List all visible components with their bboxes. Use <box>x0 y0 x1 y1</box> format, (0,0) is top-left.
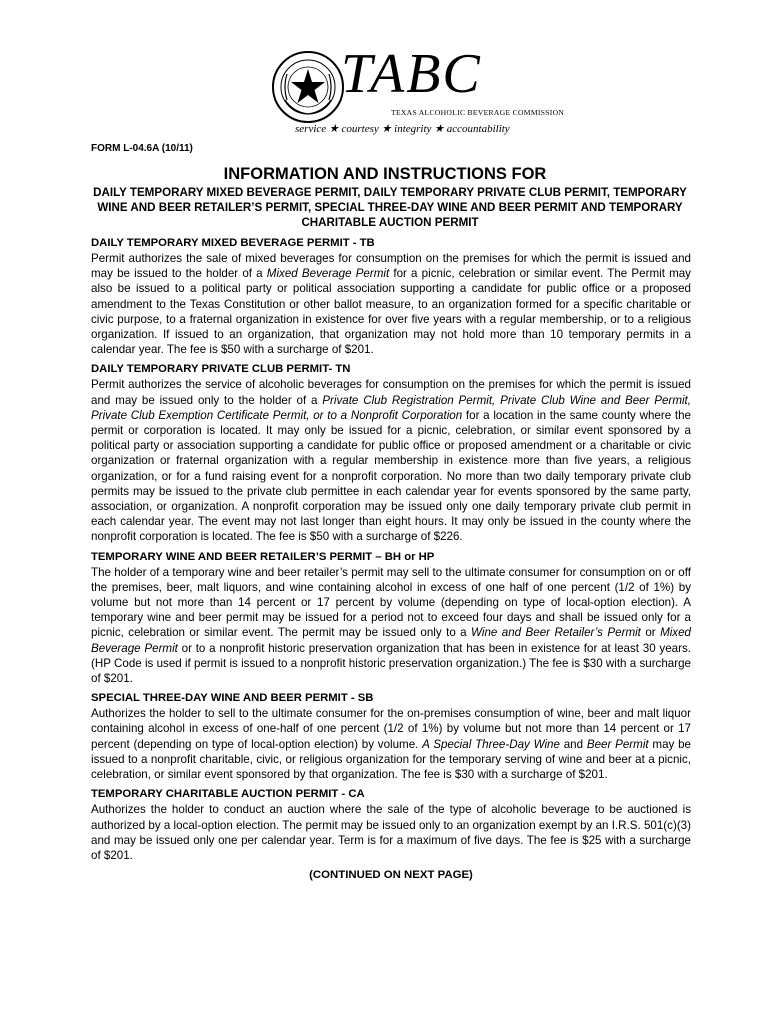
section-ca <box>91 787 691 863</box>
section-heading: TEMPORARY WINE AND BEER RETAILER’S PERMIT – BH or HP <box>91 550 435 563</box>
document-title: INFORMATION AND INSTRUCTIONS FOR <box>223 165 547 183</box>
section-sb <box>91 691 691 782</box>
section-heading: TEMPORARY CHARITABLE AUCTION PERMIT - CA <box>91 788 365 801</box>
agency-name: TEXAS ALCOHOLIC BEVERAGE COMMISSION <box>391 108 565 117</box>
section-text: Authorizes the holder to sell to the ultimate consumer for the on-premises consumption of wine, beer and malt liquor containing alcohol in excess of one-half of one percent (1/2 of 1%) by volume but not more than 14 percent or 17 percent (depending on type of local-option election) by volume. A Special Three-Day Wine and Beer Permit may be issued to a nonprofit charitable, civic, or religious organization for the temporary serving of wine and beer at a picnic, celebration, or similar event sponsored by that organization. The fee is $30 with a surcharge of $201. <box>91 707 691 782</box>
section-text: Permit authorizes the sale of mixed beverages for consumption on the premises for which the permit is issued and may be issued to the holder of a Mixed Beverage Permit for a picnic, celebration or similar event. The Permit may also be issued to a political party or political association supporting a candidate for public office or a proposed amendment to the Texas Constitution or other ballot measure, to an organization formed for a specific charitable or civic purpose, to a fraternal organization in existence for over five years with a regular membership, or to a religious organization. If issued to an organization, that organization may not hold more than 10 temporary permits in a calendar year. The fee is $50 with a surcharge of $201. <box>91 252 691 357</box>
agency-motto: service ★ courtesy ★ integrity ★ accountability <box>295 123 510 135</box>
section-text: The holder of a temporary wine and beer retailer’s permit may sell to the ultimate consumer for consumption on or off the premises, beer, malt liquors, and wine containing alcohol in excess of one half of one percent (1/2 of 1%) by volume but not more than 14 percent or 17 percent by volume (depending on type of local-option election). A temporary wine and beer permit may be issued for a period not to exceed four days and shall be issued only for a picnic, celebration or similar event. The permit may be issued only to a Wine and Beer Retailer’s Permit or Mixed Beverage Permit or to a nonprofit historic preservation organization that has been in existence for at least 30 years. (HP Code is used if permit is issued to a nonprofit historic preservation organization.) The fee is $30 with a surcharge of $201. <box>91 565 691 686</box>
section-tb <box>91 236 691 357</box>
section-tn <box>91 362 691 544</box>
section-bh <box>91 550 691 687</box>
document-subtitle: DAILY TEMPORARY MIXED BEVERAGE PERMIT, DAILY TEMPORARY PRIVATE CLUB PERMIT, TEMPORARY WINE AND BEER RETAILER’S PERMIT, SPECIAL THREE-DAY WINE AND BEER PERMIT AND TEMPORARY CHARITABLE AUCTION PERMIT <box>93 186 687 229</box>
tabc-monogram: TABC <box>341 43 482 105</box>
state-seal-icon <box>271 50 345 124</box>
tabc-logo <box>271 43 565 142</box>
section-heading: DAILY TEMPORARY PRIVATE CLUB PERMIT- TN <box>91 363 351 376</box>
section-text: Permit authorizes the service of alcoholic beverages for consumption on the premises for which the permit is issued and may be issued only to the holder of a Private Club Registration Permit, Private Club Wine and Beer Permit, Private Club Exemption Certificate Permit, or to a Nonprofit Corporation for a location in the same county where the permit or corporation is located. It may only be issued for a picnic, celebration, or similar event sponsored by a political party or association supporting a candidate for public office or proposed amendment or a charitable or civic organization or fraternal organization with a regular membership in existence more than five years, a religious organization, or for a fund raising event for a nonprofit corporation. No more than two daily temporary private club permits may be issued to the private club permittee in each calendar year for events sponsored by the same party, association, or organization. A nonprofit corporation may be issued only one daily temporary private club permit in each calendar year. The event may not last longer than eight hours. It may only be issued in the county where the nonprofit corporation is located. The fee is $50 with a surcharge of $226. <box>91 378 692 544</box>
section-heading: SPECIAL THREE-DAY WINE AND BEER PERMIT - SB <box>91 692 374 705</box>
form-number: FORM L-04.6A (10/11) <box>91 143 193 154</box>
section-text: Authorizes the holder to conduct an auction where the sale of the type of alcoholic beverage to be auctioned is authorized by a local-option election. The permit may be issued only to an organization exempt by an I.R.S. 501(c)(3) and may be issued only one per calendar year. Term is for a maximum of five days. The fee is $25 with a surcharge of $201. <box>91 803 691 862</box>
document-body <box>91 236 691 883</box>
continued-notice: (CONTINUED ON NEXT PAGE) <box>309 869 473 882</box>
section-heading: DAILY TEMPORARY MIXED BEVERAGE PERMIT - TB <box>91 237 375 249</box>
